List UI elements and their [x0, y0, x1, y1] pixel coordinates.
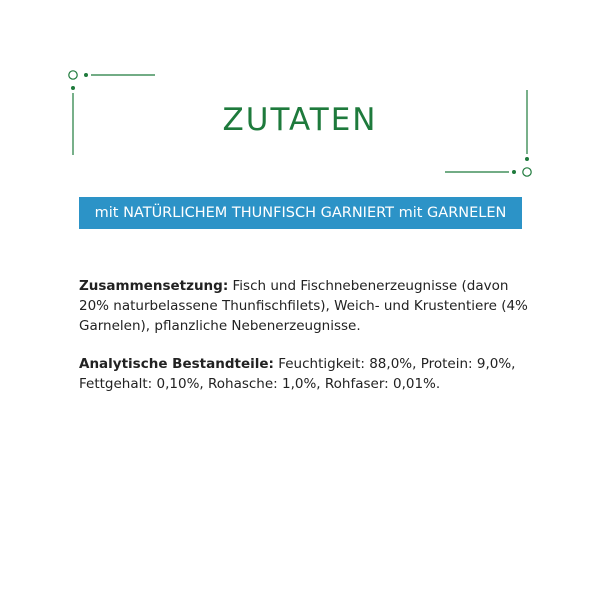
composition-label: Zusammensetzung:: [79, 278, 229, 294]
analysis-text: Feuchtigkeit: 88,0%, Protein: 9,0%, Fettgehalt: 0,10%, Rohasche: 1,0%, Rohfaser: 0,01%.: [79, 356, 516, 392]
composition-text: Fisch und Fischnebenerzeugnisse (davon 20% naturbelassene Thunfischfilets), Weich- und Krustentiere (4% Garnelen), pflanzliche Nebenerzeugnisse.: [79, 278, 528, 334]
variant-banner: mit NATÜRLICHEM THUNFISCH GARNIERT mit GARNELEN: [79, 197, 522, 229]
page-title: ZUTATEN: [222, 102, 378, 138]
composition-paragraph: [79, 276, 529, 336]
analysis-paragraph: [79, 354, 529, 394]
analysis-label: Analytische Bestandteile:: [79, 356, 274, 372]
